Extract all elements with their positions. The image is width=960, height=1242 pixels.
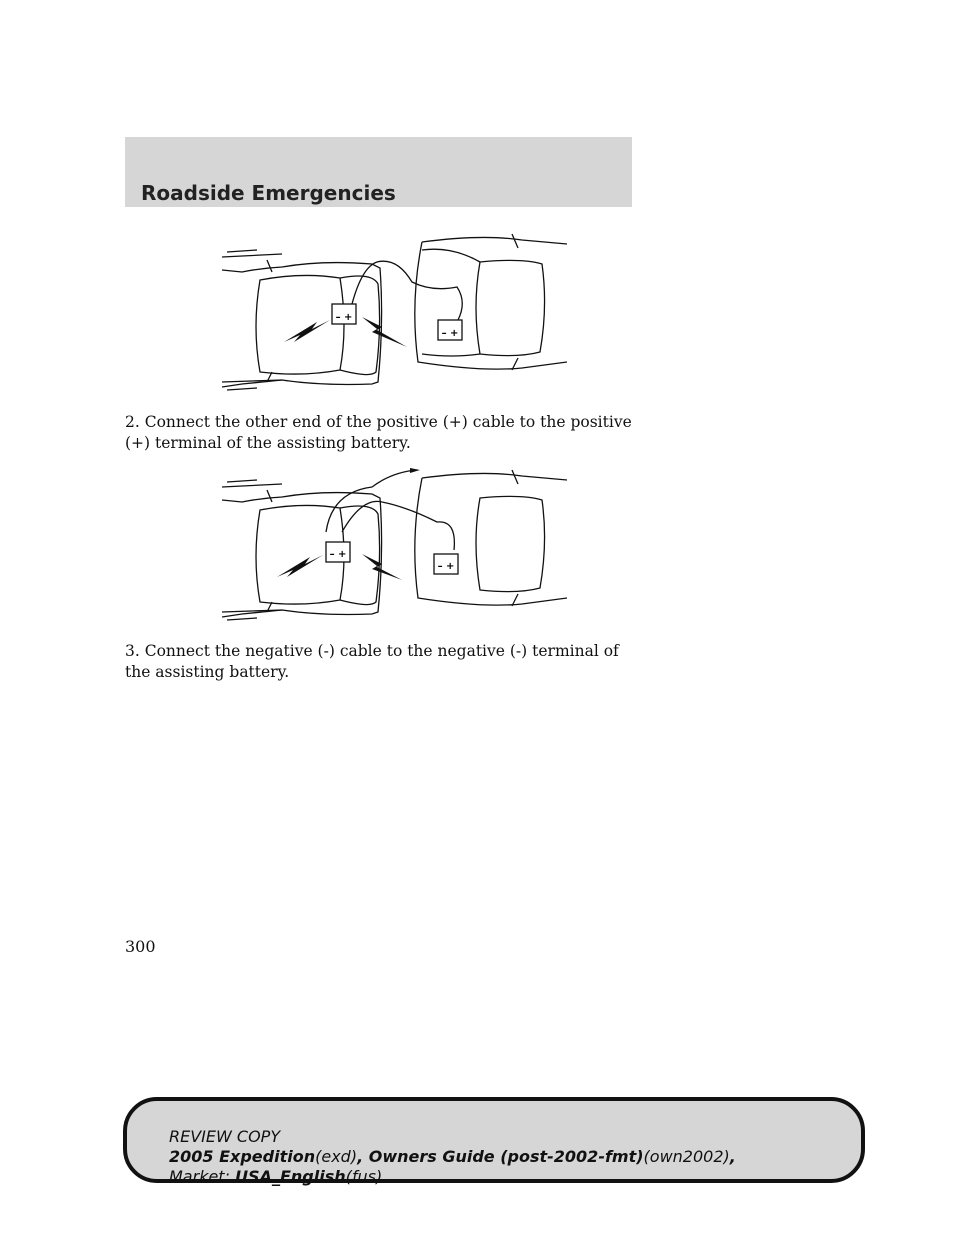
battery-assisting-terminals: – +	[437, 561, 455, 572]
positive-cable	[352, 261, 462, 320]
spark-left	[277, 555, 323, 577]
battery-assisting-terminals: – +	[441, 328, 459, 339]
guide-code: (own2002)	[643, 1147, 730, 1166]
right-car-windshield	[476, 496, 545, 591]
separator: ,	[729, 1147, 736, 1166]
market-code: (fus)	[345, 1167, 383, 1186]
step-3-text: 3. Connect the negative (-) cable to the negative (-) terminal of the assisting battery.	[125, 642, 619, 681]
page-number: 300	[125, 937, 156, 956]
market-line	[169, 1167, 382, 1186]
right-car-windshield	[476, 260, 545, 355]
battery-dead-terminals: – +	[329, 549, 347, 560]
guide-name: Owners Guide (post-2002-fmt)	[368, 1147, 644, 1166]
section-header	[125, 137, 632, 207]
document-info-line	[169, 1147, 736, 1166]
left-car-body	[222, 263, 382, 387]
spark-right	[362, 317, 407, 347]
review-copy-label: REVIEW COPY	[169, 1127, 281, 1146]
spark-left	[284, 320, 330, 342]
market-label: Market:	[169, 1167, 230, 1186]
section-title: Roadside Emergencies	[141, 181, 396, 205]
left-car-windshield	[256, 275, 344, 374]
jump-start-diagram-step2	[222, 232, 567, 392]
model-name: 2005 Expedition	[169, 1147, 316, 1166]
jump-start-diagram-step3	[222, 462, 567, 622]
model-code: (exd)	[315, 1147, 358, 1166]
battery-dead-terminals: – +	[335, 312, 353, 323]
positive-cable	[342, 501, 454, 550]
separator: ,	[357, 1147, 369, 1166]
market-name: USA_English	[235, 1167, 346, 1186]
step-2-text: 2. Connect the other end of the positive (+) cable to the positive (+) terminal of the assisting battery.	[125, 413, 632, 452]
negative-cable	[326, 470, 417, 532]
review-footer	[123, 1097, 865, 1186]
